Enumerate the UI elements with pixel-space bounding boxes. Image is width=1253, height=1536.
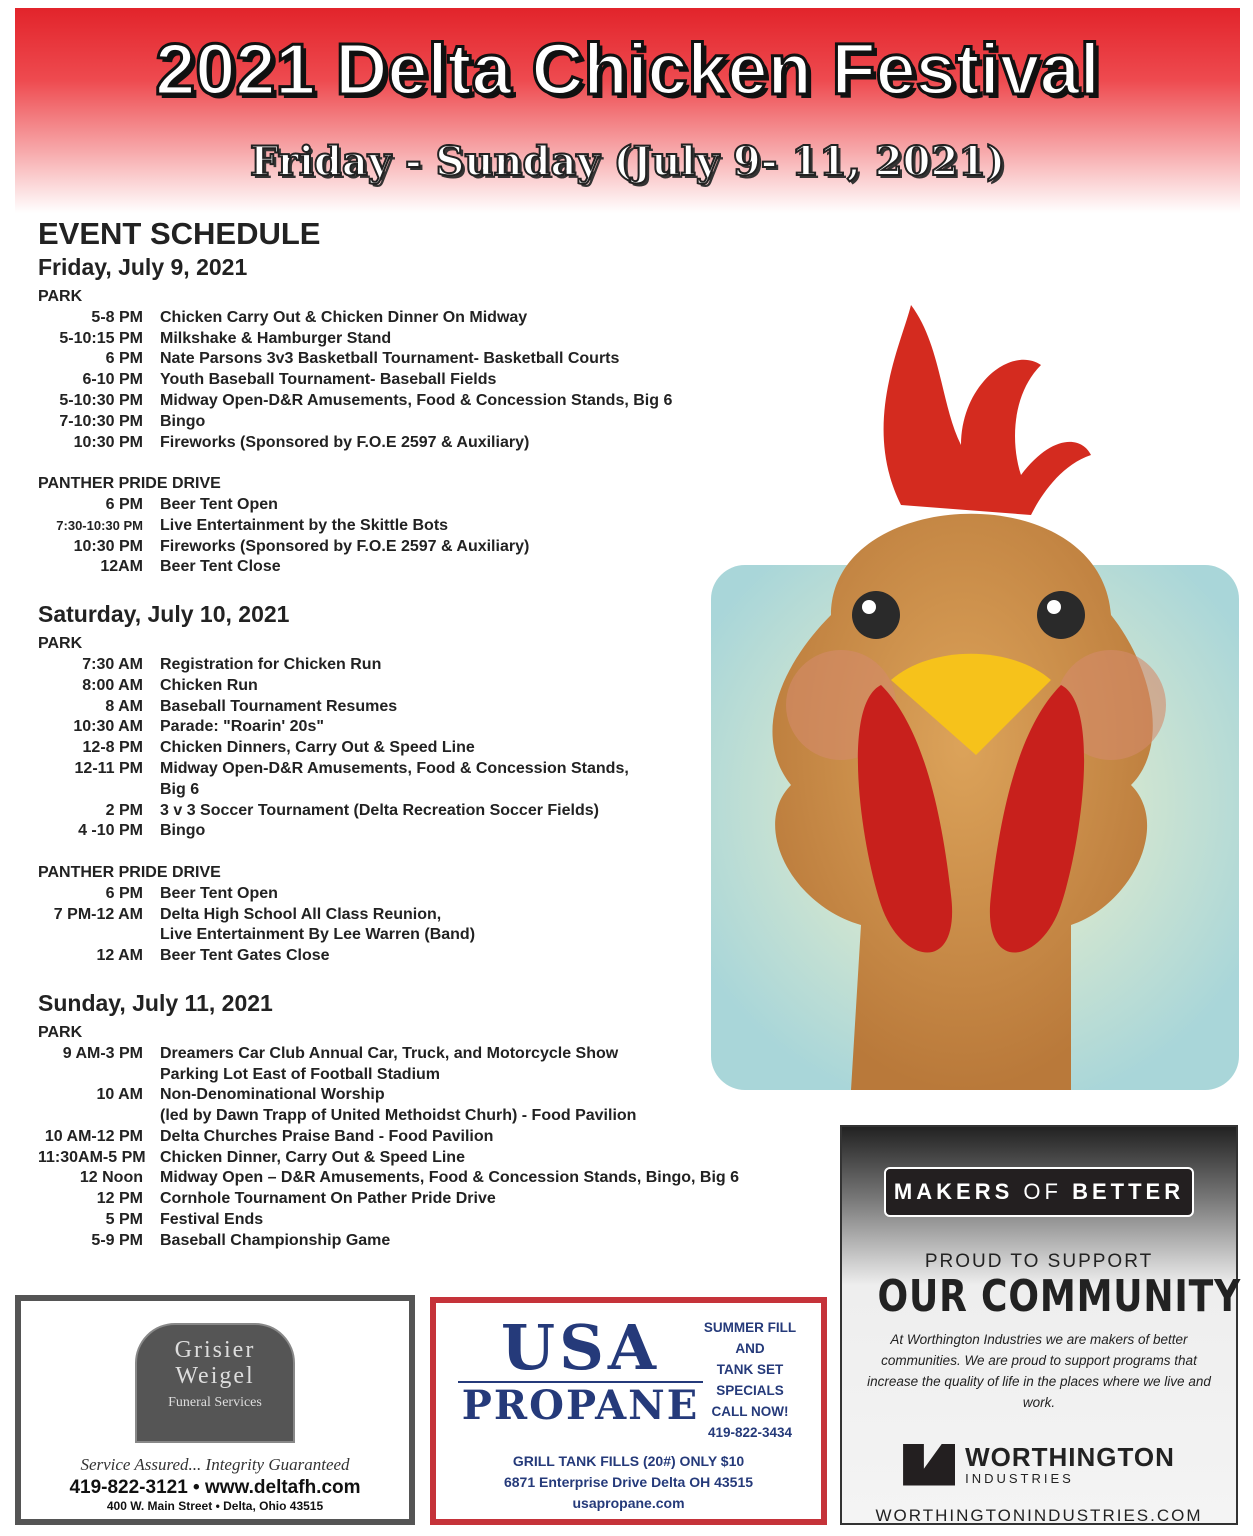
event-description: Big 6 [160,780,200,798]
festival-dates: Friday - Sunday (July 9- 11, 2021) [249,138,1006,185]
usa-specials [695,1317,805,1443]
usa-offer: GRILL TANK FILLS (20#) ONLY $10 [512,1453,745,1469]
schedule-row [38,1148,838,1169]
event-description: Midway Open-D&R Amusements, Food & Concession Stands, [160,759,629,777]
event-description: Chicken Dinner, Carry Out & Speed Line [160,1148,465,1166]
event-description: Delta High School All Class Reunion, [160,905,442,923]
usa-phone: 419-822-3434 [707,1425,793,1440]
festival-header [15,8,1240,213]
day-heading: Saturday, July 10, 2021 [38,601,290,628]
event-time: 10:30 PM [73,433,143,451]
venue-heading: PARK [38,635,83,653]
event-time: 5-9 PM [91,1231,143,1249]
event-description: Bingo [160,822,206,840]
event-time: 10:30 AM [73,718,143,736]
event-description: Beer Tent Open [160,495,278,513]
event-time: 10 AM-12 PM [44,1127,143,1145]
event-time [38,780,143,801]
event-description: Parade: "Roarin' 20s" [160,718,324,736]
event-time: 6 PM [105,495,143,513]
event-description: Cornhole Tournament On Pather Pride Drive [160,1190,496,1208]
event-time: 2 PM [105,801,143,819]
event-time: 12 PM [96,1190,143,1208]
event-description: Fireworks (Sponsored by F.O.E 2597 & Auxiliary) [160,537,530,555]
schedule-row [38,1210,838,1231]
chicken-illustration [711,285,1239,1090]
grisier-contact: 419-822-3121 • www.deltafh.com [69,1477,361,1498]
usa-url[interactable]: usapropane.com [572,1495,685,1511]
venue-heading: PARK [38,288,83,305]
event-time: 5-8 PM [91,308,143,326]
event-description: (led by Dawn Trapp of United Methoidst Churh) - Food Pavilion [160,1107,637,1125]
proud-to-support: PROUD TO SUPPORT [924,1251,1154,1272]
special-line: CALL NOW! [711,1404,789,1419]
day-heading: Sunday, July 11, 2021 [38,989,273,1016]
event-description: Youth Baseball Tournament- Baseball Fields [160,371,497,389]
usa-details [436,1451,821,1514]
event-time: 7 PM-12 AM [53,905,143,923]
event-time: 6 PM [105,350,143,368]
usa-propane-ad[interactable] [430,1297,827,1525]
event-description: Festival Ends [160,1211,264,1229]
event-description: Bingo [160,412,206,430]
usa-propane-logo [458,1311,703,1429]
worthington-ad[interactable] [840,1125,1242,1525]
event-time: 12-8 PM [82,739,143,757]
schedule-row [38,1168,838,1189]
event-description: Chicken Carry Out & Chicken Dinner On Midway [160,308,528,326]
worthington-body: At Worthington Industries we are makers of better communities. We are proud to support programs that increase the quality of life in the places where we live and work. [867,1332,1211,1410]
usa-address: 6871 Enterprise Drive Delta OH 43515 [503,1474,754,1490]
event-time: 5-10:15 PM [59,329,143,347]
event-time: 10:30 PM [73,537,143,555]
worthington-logo [842,1443,1236,1486]
event-time: 12-11 PM [74,759,143,777]
event-time [38,1106,143,1127]
schedule-row [38,1127,838,1148]
special-line: SPECIALS [716,1383,784,1398]
makers-of-better-banner [884,1167,1194,1217]
event-description: Baseball Tournament Resumes [160,697,398,715]
event-description: Non-Denominational Worship [160,1086,385,1104]
event-description: 3 v 3 Soccer Tournament (Delta Recreation Soccer Fields) [160,801,599,819]
logo-name: WORTHINGTON [965,1442,1175,1472]
event-time: 8:00 AM [82,676,143,694]
day-heading: Friday, July 9, 2021 [38,254,248,280]
left-eye [852,591,900,639]
venue-heading: PANTHER PRIDE DRIVE [38,475,221,493]
event-description: Beer Tent Close [160,558,281,576]
special-line: AND [735,1341,765,1356]
logo-name-2: Weigel [175,1363,255,1389]
event-description: Dreamers Car Club Annual Car, Truck, and Motorcycle Show [160,1044,619,1062]
event-time [38,1065,143,1086]
right-eye [1037,591,1085,639]
event-description: Delta Churches Praise Band - Food Pavilion [160,1127,494,1145]
schedule-row [38,1106,838,1127]
event-time: 4 -10 PM [78,822,143,840]
venue-heading: PANTHER PRIDE DRIVE [38,863,221,881]
grisier-tagline: Service Assured... Integrity Guaranteed [80,1455,350,1474]
event-time: 9 AM-3 PM [62,1044,143,1062]
schedule-row [38,1231,838,1252]
logo-propane: PROPANE [461,1382,700,1429]
event-time: 7:30-10:30 PM [56,517,143,533]
grisier-weigel-ad[interactable] [15,1295,415,1525]
grisier-address: 400 W. Main Street • Delta, Ohio 43515 [106,1499,324,1513]
festival-title: 2021 Delta Chicken Festival [155,30,1100,110]
logo-usa: USA [458,1315,703,1383]
event-description: Midway Open-D&R Amusements, Food & Concession Stands, Big 6 [160,391,673,409]
event-time: 8 AM [105,697,143,715]
event-description: Beer Tent Open [160,884,278,902]
event-time: 5 PM [105,1211,143,1229]
comb [884,305,1091,515]
banner-word: OF [1023,1179,1062,1204]
schedule-title: EVENT SCHEDULE [38,216,321,251]
logo-sub: INDUSTRIES [965,1471,1074,1486]
event-time: 7-10:30 PM [59,412,143,430]
worthington-url[interactable]: WORTHINGTONINDUSTRIES.COM [875,1506,1203,1525]
event-description: Baseball Championship Game [160,1231,391,1249]
logo-name-1: Grisier [174,1337,256,1363]
event-time: 5-10:30 PM [59,391,143,409]
event-time: 6-10 PM [82,371,143,389]
banner-word: MAKERS [893,1179,1014,1204]
special-line: TANK SET [716,1362,784,1377]
event-description: Midway Open – D&R Amusements, Food & Concession Stands, Bingo, Big 6 [160,1169,740,1187]
event-description: Live Entertainment By Lee Warren (Band) [160,926,476,944]
schedule-row [38,1189,838,1210]
event-description: Beer Tent Gates Close [160,947,330,965]
event-description: Chicken Run [160,676,258,694]
event-description: Chicken Dinners, Carry Out & Speed Line [160,739,475,757]
event-time [38,925,143,946]
logo-services: Funeral Services [168,1395,262,1410]
event-description: Milkshake & Hamburger Stand [160,329,392,347]
event-time: 12AM [100,558,143,576]
our-community: OUR COMMUNITY [877,1271,1242,1322]
event-time: 12 Noon [79,1169,143,1187]
banner-word: BETTER [1072,1179,1185,1204]
event-time: 10 AM [96,1086,143,1104]
event-description: Nate Parsons 3v3 Basketball Tournament- Basketball Courts [160,350,620,368]
event-description: Parking Lot East of Football Stadium [160,1065,441,1083]
venue-heading: PARK [38,1023,83,1041]
event-time: 7:30 AM [82,655,143,673]
event-description: Live Entertainment by the Skittle Bots [160,516,449,534]
grisier-logo-sign [135,1323,295,1443]
event-description: Fireworks (Sponsored by F.O.E 2597 & Auxiliary) [160,433,530,451]
worthington-w-icon [903,1444,955,1486]
event-time: 11:30AM-5 PM [38,1148,146,1166]
special-line: SUMMER FILL [703,1320,797,1335]
event-time: 12 AM [96,947,143,965]
event-time: 6 PM [105,884,143,902]
event-description: Registration for Chicken Run [160,655,382,673]
